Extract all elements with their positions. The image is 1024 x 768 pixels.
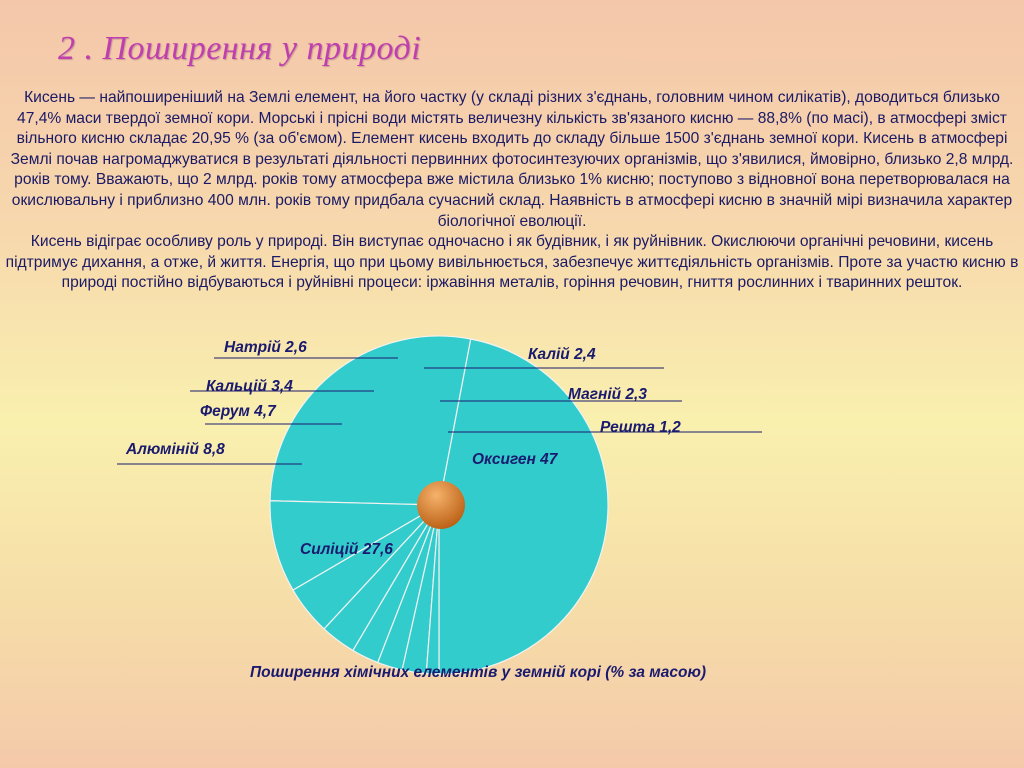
slide-title: 2 . Поширення у природі <box>58 30 422 67</box>
slice-label-iron: Ферум 4,7 <box>200 403 276 420</box>
slice-label-aluminium: Алюміній 8,8 <box>126 441 225 458</box>
slice-label-potassium: Калій 2,4 <box>528 346 596 363</box>
slice-label-magnesium: Магній 2,3 <box>568 386 647 403</box>
pie-center-hub <box>417 481 465 529</box>
paragraph-oxygen-abundance: Кисень — найпоширеніший на Землі елемент, на його частку (у складі різних з'єднань, головним чином силікатів), доводиться близько 47,4% маси твердої земної кори. Морські і прісні води містять величезну кількість зв'язаного кисню — 88,8% (по масі), в атмосфері зміст вільного кисню складає 20,95 % (за об'ємом). Елемент кисень входить до складу більше 1500 з'єднань земної кори. Кисень в атмосфері Землі почав нагромаджуватися в результаті діяльності первинних фотосинтезуючих організмів, що з'явилися, ймовірно, близько 2,8 млрд. років тому. Вважають, що 2 млрд. років тому атмосфера вже містила близько 1% кисню; поступово з відновної вона перетворювалася на окислювальну і приблизно 400 млн. років тому придбала сучасний склад. Наявність в атмосфері кисню в значній мірі визначила характер біологічної еволюції. <box>10 89 1014 230</box>
slice-label-silicon: Силіцій 27,6 <box>300 541 393 558</box>
chart-caption: Поширення хімічних елементів у земній корі (% за масою) <box>249 664 707 681</box>
slice-label-other: Решта 1,2 <box>600 419 681 436</box>
paragraph-oxygen-role: Кисень відіграє особливу роль у природі. Він виступає одночасно і як будівник, і як руйнівник. Окислюючи органічні речовини, кисень підтримує дихання, а отже, й життя. Енергія, що при цьому вивільнюється, забезпечує життєдіяльність організмів. Проте за участю кисню в природі постійно відбуваються і руйнівні процеси: іржавіння металів, горіння речовин, гниття рослинних і тваринних решток. <box>5 233 1019 292</box>
slice-label-calcium: Кальцій 3,4 <box>206 378 293 395</box>
slice-label-sodium: Натрій 2,6 <box>224 339 307 356</box>
pie-slice-silicon <box>270 336 471 505</box>
slice-label-oxygen: Оксиген 47 <box>472 451 558 468</box>
